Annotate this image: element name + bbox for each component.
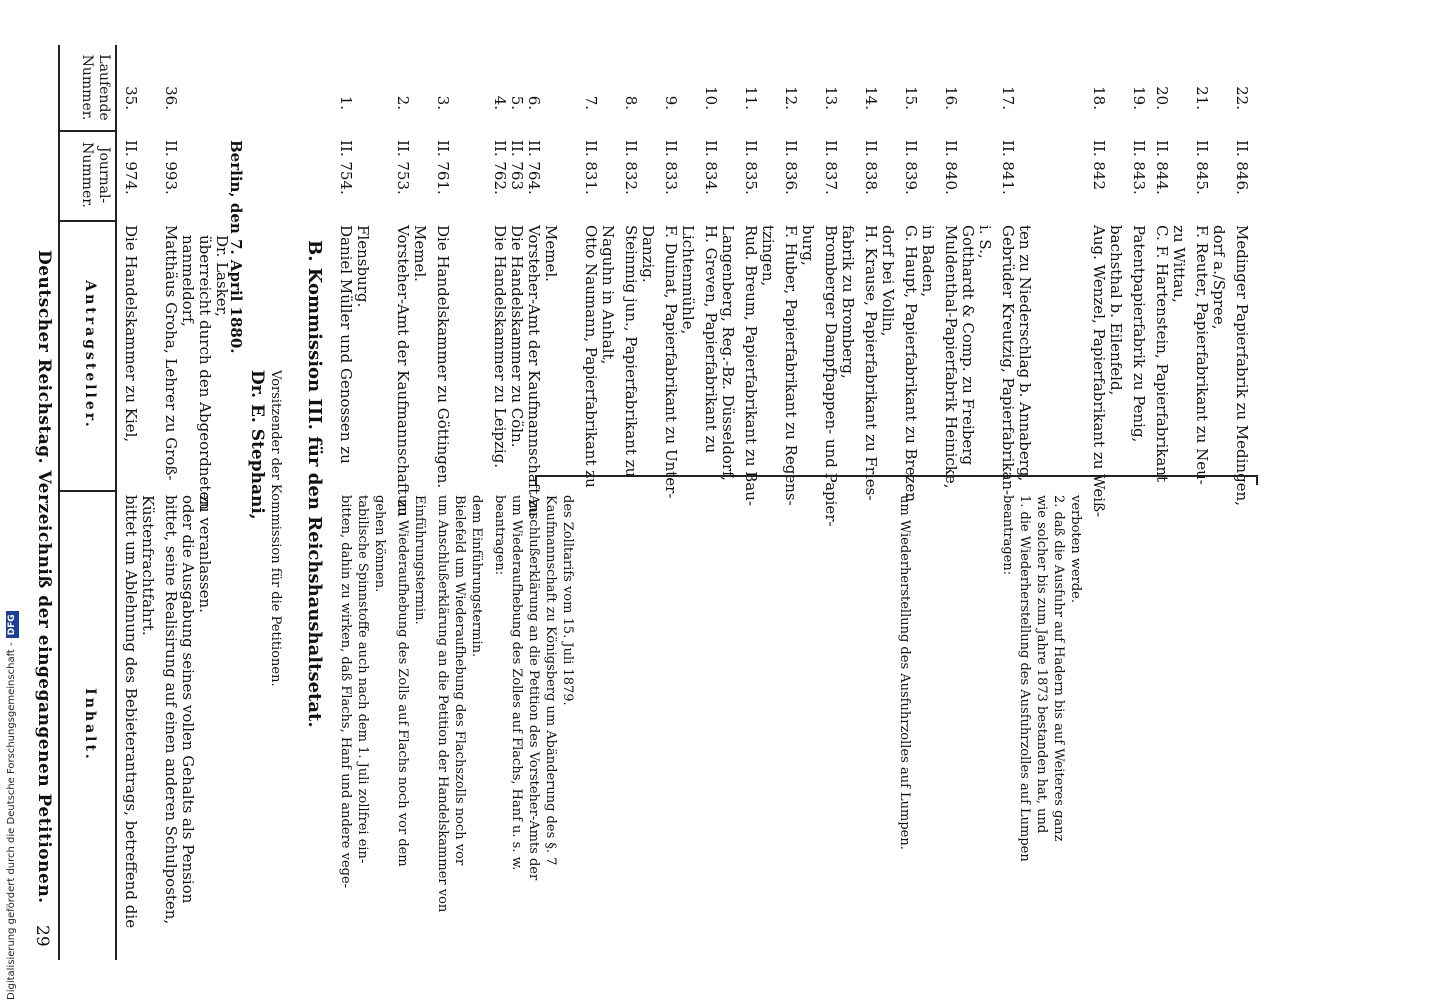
applicant-line: H. Krause, Papierfabrikant zu Fries- xyxy=(862,225,880,501)
applicant-line: Naguhn in Anhalt, xyxy=(599,225,617,365)
applicant-line: zu Wittau, xyxy=(1170,225,1188,303)
content-line: tabilische Spinnstoffe auch nach dem 1. Juli zollfrei ein- xyxy=(355,495,370,864)
applicant-line: Vorsteher-Amt der Kaufmannschaft zu xyxy=(525,225,543,517)
journal-number: II. 844. xyxy=(1153,140,1171,195)
journal-number: II. 764. xyxy=(525,140,543,195)
row-number: 22. xyxy=(1233,86,1251,110)
row-number: 6. xyxy=(525,95,543,110)
row-number: 12. xyxy=(782,86,800,110)
applicant-line: bachsthal b. Eilenfeld, xyxy=(1107,225,1125,396)
content-line: oder die Ausgabung seines vollen Gehalts als Pension xyxy=(179,495,197,904)
applicant-line: Medinger Papierfabrik zu Medingen, xyxy=(1233,225,1251,506)
funding-footer xyxy=(2,0,22,1000)
applicant-line: Otto Naumann, Papierfabrikant zu xyxy=(582,225,600,488)
row-number: 11. xyxy=(742,86,760,110)
signature-role: Vorsitzender der Kommission für die Petitionen. xyxy=(268,370,283,687)
signature-place: Berlin, den 7. April 1880. xyxy=(227,140,245,354)
row-number: 7. xyxy=(582,95,600,110)
journal-number: II. 832. xyxy=(622,140,640,195)
column-header-inhalt: Inhalt. xyxy=(82,688,98,762)
applicant-line: Dr. Lasker, xyxy=(213,235,231,317)
row-number: 20. xyxy=(1153,86,1171,110)
content-line: wie solcher bis zum Jahre 1873 bestanden hat, und xyxy=(1034,495,1049,834)
content-line: Einführungstermin. xyxy=(412,495,427,625)
applicant-line: Steinmig jun., Papierfabrikant zu xyxy=(622,225,640,478)
applicant-line: Memel. xyxy=(411,225,429,282)
row-number: 35. xyxy=(122,86,140,110)
content-line: dem Einführungstermin. xyxy=(469,495,484,658)
applicant-line: Rud. Breum, Papierfabrikant zu Bau- xyxy=(742,225,760,506)
content-line: Anschlußerklärung an die Petition des Vorsteher-Amts der xyxy=(526,495,541,881)
journal-number: II. 834. xyxy=(702,140,720,195)
content-line: verboten werde. xyxy=(1068,495,1083,604)
row-number: 10. xyxy=(702,86,720,110)
journal-number: II. 833. xyxy=(662,140,680,195)
row-number: 5. xyxy=(508,95,526,110)
applicant-line: i. S., xyxy=(976,225,994,259)
applicant-line: in Baden, xyxy=(919,225,937,298)
applicant-line: Daniel Müller und Genossen zu xyxy=(337,225,355,464)
journal-number: II. 993. xyxy=(162,140,180,195)
header-rule-bottom xyxy=(115,45,117,960)
applicant-line: Gebrüder Kreutzig, Papierfabrikan- xyxy=(999,225,1017,496)
applicant-line: Die Handelskammer zu Göttingen. xyxy=(434,225,452,489)
journal-number: II. 974. xyxy=(122,140,140,195)
applicant-line: Die Handelskammer zu Cöln. xyxy=(508,225,526,448)
applicant-line: Aug. Wenzel, Papierfabrikant zu Weiß- xyxy=(1090,225,1108,518)
row-number: 3. xyxy=(434,95,452,110)
bracket-note: um Wiederherstellung des Ausfuhrzolles auf Lumpen. xyxy=(897,495,913,850)
applicant-line: Langenberg, Reg.-Bz. Düsseldorf, xyxy=(719,225,737,481)
journal-number: II. 754. xyxy=(337,140,355,195)
applicant-line: C. F. Hartenstein, Papierfabrikant xyxy=(1153,225,1171,483)
journal-number: II. 831. xyxy=(582,140,600,195)
row-number: 4. xyxy=(491,95,509,110)
content-line: bittet, seine Realisirung auf einen anderen Schulposten, xyxy=(162,495,180,925)
row-number: 13. xyxy=(822,86,840,110)
journal-number: II. 845. xyxy=(1193,140,1211,195)
content-line: des Zolltarifs vom 15. Juli 1879. xyxy=(560,495,575,706)
footer-strip xyxy=(0,0,20,1000)
row-number: 18. xyxy=(1090,86,1108,110)
page-header-title: Deutscher Reichstag. Verzeichniß der eingegangenen Petitionen. xyxy=(34,250,54,904)
footer-text: Digitalisierung gefördert durch die Deutsche Forschungsgemeinschaft - xyxy=(6,642,17,1000)
content-line: um Wiederaufhebung des Zolles auf Flachs, Hanf u. s. w. xyxy=(509,495,524,871)
journal-number: II. 840. xyxy=(942,140,960,195)
group-bracket xyxy=(535,475,1258,485)
journal-number: II. 761. xyxy=(434,140,452,195)
content-line: Küstenfrachtfahrt. xyxy=(139,495,157,636)
content-line: beantragen: xyxy=(1000,495,1015,576)
journal-number: II. 835. xyxy=(742,140,760,195)
journal-number: II. 846. xyxy=(1233,140,1251,195)
row-number: 21. xyxy=(1193,86,1211,110)
applicant-line: Muldenthal-Papierfabrik Heinicke, xyxy=(942,225,960,489)
row-number: 9. xyxy=(662,95,680,110)
row-number: 15. xyxy=(902,86,920,110)
content-line: um Anschlußerklärung an die Petition der Handelskammer von xyxy=(435,495,450,913)
content-line: Bielefeld um Wiederaufhebung des Flachszolls noch vor xyxy=(452,495,467,866)
row-number: 14. xyxy=(862,86,880,110)
row-number: 19. xyxy=(1130,86,1148,110)
content-line: gehen können. xyxy=(372,495,387,593)
content-line: bittet um Ablehnung des Bebieterantrags, betreffend die xyxy=(122,495,140,929)
applicant-line: ten zu Niederschlag b. Annaberg, xyxy=(1016,225,1034,482)
column-header-journal: Journal-Nummer. xyxy=(79,142,112,208)
column-header-laufende: Laufende Nummer. xyxy=(79,54,112,121)
applicant-line: F. Reuter, Papierfabrikant zu Neu- xyxy=(1193,225,1211,485)
applicant-line: burg, xyxy=(799,225,817,266)
applicant-line: Lichtenmühle, xyxy=(679,225,697,335)
dfg-logo: DFG xyxy=(6,611,19,638)
applicant-line: nanmeldorf, xyxy=(179,235,197,327)
content-line: Kaufmannschaft zu Königsberg um Abänderung des §. 7 xyxy=(543,495,558,866)
signature-name: Dr. E. Stephani, xyxy=(247,370,267,520)
column-header-antragsteller: Antragsteller. xyxy=(82,280,98,430)
applicant-line: F. Duinat, Papierfabrikant zu Unter- xyxy=(662,225,680,499)
row-number: 8. xyxy=(622,95,640,110)
journal-number: II. 753. xyxy=(394,140,412,195)
content-line: beantragen: xyxy=(492,495,507,576)
applicant-line: Die Handelskammer zu Leipzig. xyxy=(491,225,509,469)
applicant-line: G. Haupt, Papierfabrikant zu Brezen xyxy=(902,225,920,503)
content-line: zu veranlassen. xyxy=(196,495,214,613)
applicant-line: Memel. xyxy=(542,225,560,282)
applicant-line: Danzig. xyxy=(639,225,657,283)
journal-number: II. 837. xyxy=(822,140,840,195)
applicant-line: Vorsteher-Amt der Kaufmannschaft zu xyxy=(394,225,412,517)
journal-number: II. 763 xyxy=(508,140,526,191)
applicant-line: fabrik zu Bromberg, xyxy=(839,225,857,379)
applicant-line: dorf bei Vollin, xyxy=(879,225,897,337)
applicant-line: Gotthardt & Comp. zu Freiberg xyxy=(959,225,977,466)
applicant-line: überreicht durch den Abgeordneten xyxy=(196,235,214,511)
applicant: Matthäus Groha, Lehrer zu Groß- xyxy=(162,225,180,481)
row-number: 36. xyxy=(162,86,180,110)
journal-number: II. 836. xyxy=(782,140,800,195)
applicant-line: Patentpapierfabrik zu Penig, xyxy=(1130,225,1148,443)
content-line: 2. daß die Ausfuhr auf Hadern bis auf Weiteres ganz xyxy=(1051,495,1066,842)
journal-number: II. 762. xyxy=(491,140,509,195)
page-number: 29 xyxy=(32,925,52,947)
section-title: B. Kommission III. für den Reichshaushaltsetat. xyxy=(304,240,325,728)
applicant-line: Bromberger Dampfpappen- und Papier- xyxy=(822,225,840,527)
journal-number: II. 839. xyxy=(902,140,920,195)
applicant-line: dorf a./Spree, xyxy=(1210,225,1228,330)
header-rule-top xyxy=(58,45,60,960)
applicant-line: H. Greven, Papierfabrikant zu xyxy=(702,225,720,454)
row-number: 2. xyxy=(394,95,412,110)
journal-number: II. 841. xyxy=(999,140,1017,195)
applicant: Die Handelskammer zu Kiel, xyxy=(122,225,140,443)
content-line: bitten, dahin zu wirken, daß Flachs, Hanf und andere vege- xyxy=(338,495,353,889)
journal-number: II. 842 xyxy=(1090,140,1108,191)
applicant-line: tzingen, xyxy=(759,225,777,287)
row-number: 17. xyxy=(999,86,1017,110)
applicant-line: F. Huber, Papierfabrikant zu Regens- xyxy=(782,225,800,506)
row-number: 16. xyxy=(942,86,960,110)
row-number: 1. xyxy=(337,95,355,110)
journal-number: II. 838. xyxy=(862,140,880,195)
journal-number: II. 843. xyxy=(1130,140,1148,195)
content-line: 1. die Wiederherstellung des Ausfuhrzolles auf Lumpen xyxy=(1017,495,1032,862)
content-line: um Wiederaufhebung des Zolls auf Flachs noch vor dem xyxy=(395,495,410,867)
applicant-line: Flensburg. xyxy=(354,225,372,308)
